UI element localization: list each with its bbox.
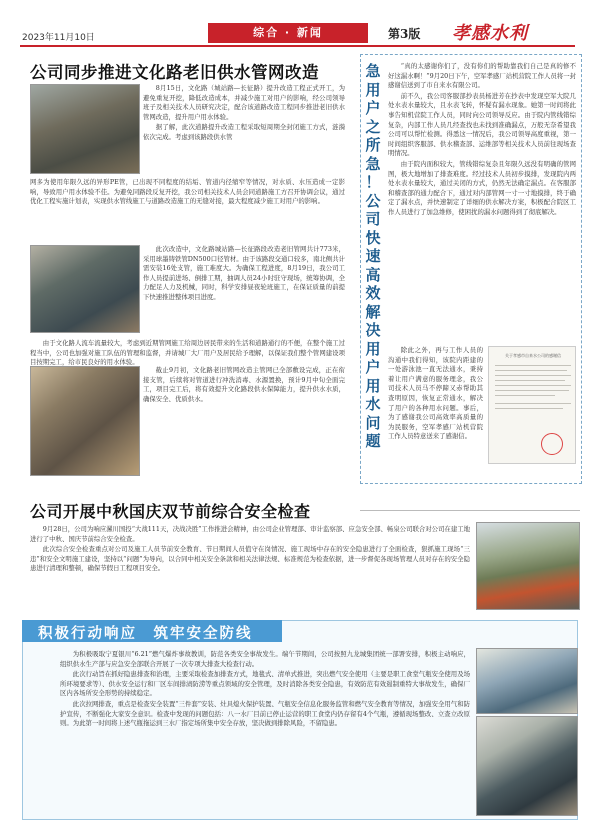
article1-wide-p2: 由于文化路人流车流量较大，考虑到近期管网施工给周边居民带来的生活和道路通行的不便，在整个施工过程当中，公司也加强对施工队伍的管理和监督，并请城厂大厂用户及居民给予理解，以保证我们整个管网建设项目按期完工，给市民良好的用水体验。 <box>30 339 345 367</box>
article1-col2 <box>143 245 345 304</box>
sidebar-p3: 由于院内面积较大，管线错综复杂且年限久远没有明确的管网图，极大地增加了排查难度。经过技术人员初步摸排，发现院内两处水表水量较大，通过关闭的方式，仍然无法确定漏点。在客服部和稽查部的通力配合下，通过对内部管网一寸一寸地摸排，终于确定了漏水点，并快速制定了详细的供水解决方案，积极配合院区工作人员进行了加急维修，使困扰的漏水问题得到了彻底解决。 <box>388 159 576 216</box>
letter-line <box>495 380 565 381</box>
sidebar-title-char: 之 <box>365 117 381 136</box>
article1-col2-p1: 此次改造中，文化路城站路—长征路段改造老旧管网共计773米，采用球墨铸铁管DN500口径管材。由于该路段交通口较多，南北侧共计需安装16处支管，施工难度大。为确保工程进度，8月19日，我公司工作人员提前进场、倒排工期，抽调人员24小时驻守现场，统筹协调，全力配足人力及机械，同时，科学安排昼夜轮班施工，在保证质量的前提下快速推进整体项目进度。 <box>143 245 345 301</box>
article3-photo-1 <box>476 648 578 714</box>
article1-wide-para <box>30 178 345 208</box>
sidebar-title-char: 题 <box>365 432 381 450</box>
article1-col3 <box>143 366 345 405</box>
thank-you-letter-image <box>488 346 576 464</box>
sidebar-title-char: 决 <box>365 321 381 339</box>
article2-text <box>30 525 470 575</box>
sidebar-title-char: 户 <box>365 99 381 117</box>
sidebar-title-char: 快 <box>365 228 381 247</box>
letter-line <box>495 408 563 409</box>
sidebar-vertical-title <box>362 62 384 451</box>
article1-photo-2 <box>30 245 140 333</box>
sidebar-title-char: 用 <box>365 376 381 395</box>
article2-photo <box>476 522 580 610</box>
sidebar-text <box>388 62 576 219</box>
article1-photo-1 <box>30 84 140 174</box>
sidebar-title-char: 司 <box>365 210 381 228</box>
article3-photo-2 <box>476 716 578 816</box>
article1-wide-p1: 网多为使用年限久远的异形PE管，已出现不同程度的结垢、管道内径缩窄等情况，对水质、水压造成一定影响，导致用户用水体验不佳。为避免同路段反复开挖，我公司相关技术人员会同道路施工方召开协调会议，通过优化工程实施计划表，实现供水管线施工与道路改造施工的无缝对接，最大程度减少施工对用户的影响。 <box>30 178 345 206</box>
letter-title: 关于孝感市自来水公司的感谢信 <box>505 353 561 358</box>
sidebar-title-char: 高 <box>365 265 381 284</box>
article3-p3: 此次拉网排查，重点是检查安全装置“三件套”安装、灶具熄火保护装置、气瓶安全信息化服务监管和燃气安全教育等情况，加强安全用气和防护宣传，不断强化大家安全意识。检查中发现的问题包括：八一水厂目前已停止运营的职工食堂内仍存留有4个气瓶，遵循现场整改、立查立改原则。为此第一时间将上述气瓶拖运到三水厂指定场所集中安全存放，坚决做到排除风险，不留隐患。 <box>60 699 470 728</box>
article2-title: 公司开展中秋国庆双节前综合安全检查 <box>30 502 311 521</box>
article1-col1-p2: 据了解，此次道路提升改造工程采取短周期全封闭施工方式，涟漪依次完成。考虑到该路段供水管 <box>143 123 345 141</box>
sidebar-p1: “真的太感谢你们了，没有你们的帮助靠我们自己是真的修不好这漏水啊！”9月20日下午，空军孝感厂站机营院工作人员将一封感谢信送到了市自来水有限公司。 <box>388 62 577 90</box>
letter-line <box>495 390 569 391</box>
letter-line <box>495 403 571 404</box>
newspaper-logo: 孝感水利 <box>452 23 528 44</box>
article2-p2: 此次综合安全检查重点对公司及施工人员节前安全教育、节日期间人员值守在岗情况、施工现场中存在的安全隐患进行了全面检查，狠抓施工现场“三违”和安全文明施工建设，坚持以“问题”为导向，以合同中相关安全条款和相关法律法规、标准规范为检查依据，进一步督促各现场管理人员对存在的安全隐患进行清理和整顿，确保节假日工程项目安全。 <box>30 545 470 573</box>
sidebar-title-char: 用 <box>365 80 381 99</box>
red-seal-stamp <box>541 433 563 455</box>
sidebar-title-char: 所 <box>365 136 381 154</box>
sidebar-title-char: 户 <box>365 358 381 376</box>
sidebar-title-char: 问 <box>365 413 381 432</box>
sidebar-title-char: 急 <box>365 62 381 80</box>
letter-line <box>495 385 571 386</box>
letter-line <box>495 395 555 396</box>
letter-line <box>495 370 567 371</box>
sidebar-title-char: ！ <box>365 173 381 191</box>
article1-photo-3 <box>30 366 140 476</box>
article3-title: 积极行动响应 筑牢安全防线 <box>38 626 253 642</box>
article1-col3-p1: 截止9月初，文化路老旧管网改造主管网已全部敷设完成，正在衔接支管，后续将对管道进行冲洗消毒、水源置换，预计9月中旬全面完工，项目完工后，将有效提升文化路段供水保障能力，提升供水水质，确保安全、优质供水。 <box>143 366 345 403</box>
article1-col1 <box>143 84 345 144</box>
sidebar-title-char: 效 <box>365 284 381 302</box>
sidebar-title-char: 速 <box>365 247 381 265</box>
sidebar-text-2 <box>388 346 483 443</box>
letter-line <box>495 365 571 366</box>
article1-wide-para-2 <box>30 339 345 369</box>
sidebar-title-char: 水 <box>365 395 381 413</box>
sidebar-title-char: 公 <box>365 191 381 210</box>
masthead-rule <box>20 45 575 47</box>
article3-p2: 此次行动旨在抓好隐患排查和治理，主要采取检查加排查方式，地毯式、清单式推进，突出燃气安全使用（主要是职工食堂气瓶安全使用及场所环境要求等）、供水安全运行和厂区车间排渍防涝等重点领域的安全管理，及时消除各类安全隐患，有效防范有效遏制重特大事故发生，确保厂区内各场所安全形势的持续稳定。 <box>60 670 470 698</box>
letter-line <box>495 375 571 376</box>
sidebar-p4: 除此之外，再与工作人员的沟通中我们得知，该院内距建的一处游泳池一直无法通水，秉持着让用户满意的服务理念，我公司技术人员马不停蹄又赤帮助其查明原因，恢复正常通水，解决了用户的各种用水问题。事后，为了感谢我公司高效率高质量的为民服务，空军孝感厂站机营院工作人员特意送来了感谢信。 <box>388 346 483 441</box>
issue-date: 2023年11月10日 <box>22 33 95 43</box>
sidebar-title-char: 急 <box>365 154 381 173</box>
article1-col1-p1: 8月15日，文化路（城站路—长征路）提升改造工程正式开工，为避免重复开挖，降低改造成本，并减少施工对用户的影响，经公司领导班子及相关技术人员研究决定，配合该道路改造工程同步推进老旧供水管网改造，提升用户用水体验。 <box>143 84 345 121</box>
article2-title-rule <box>360 510 580 511</box>
article2-p1: 9月28日，公司为响应漯川国投“大战111天，决战决胜”工作推进会精神，由公司企业管理部、审计监察部、应急安全部、畅泉公司联合对公司在建工地进行了中秋、国庆节前综合安全检查。 <box>30 525 470 543</box>
article3-p1: 为积极吸取宁夏银川“6.21”燃气爆炸事故教训，防范各类安全事故发生。端午节期间，公司按照九龙城集团统一部署安排，积极主动响应，组织供水生产部与应急安全部联合开展了一次专项大排查大检查行动。 <box>60 650 470 668</box>
page-number: 第3版 <box>388 27 421 41</box>
sidebar-p2: 前不久，我公司客服部抄表员杨进芳在抄表中发现空军大院几处水表水量较大，且水表飞转，怀疑有漏水现象。她第一时间将此事告知机营院工作人员，同时向公司领导反应。由于院内管线错综复杂，内部工作人员几经查找也未找到准确漏点，万般无奈希望我公司可以帮忙检测。得悉这一情况后，我公司领导高度重视，第一时间组织客服部、供水稽查部、运维部等相关技术人员前往现场查明情况。 <box>388 91 576 158</box>
sidebar-title-char: 用 <box>365 339 381 358</box>
article3-text <box>60 650 470 730</box>
article1-title: 公司同步推进文化路老旧供水管网改造 <box>30 63 319 82</box>
section-tab: 综合 · 新闻 <box>208 23 368 43</box>
sidebar-title-char: 解 <box>365 302 381 321</box>
